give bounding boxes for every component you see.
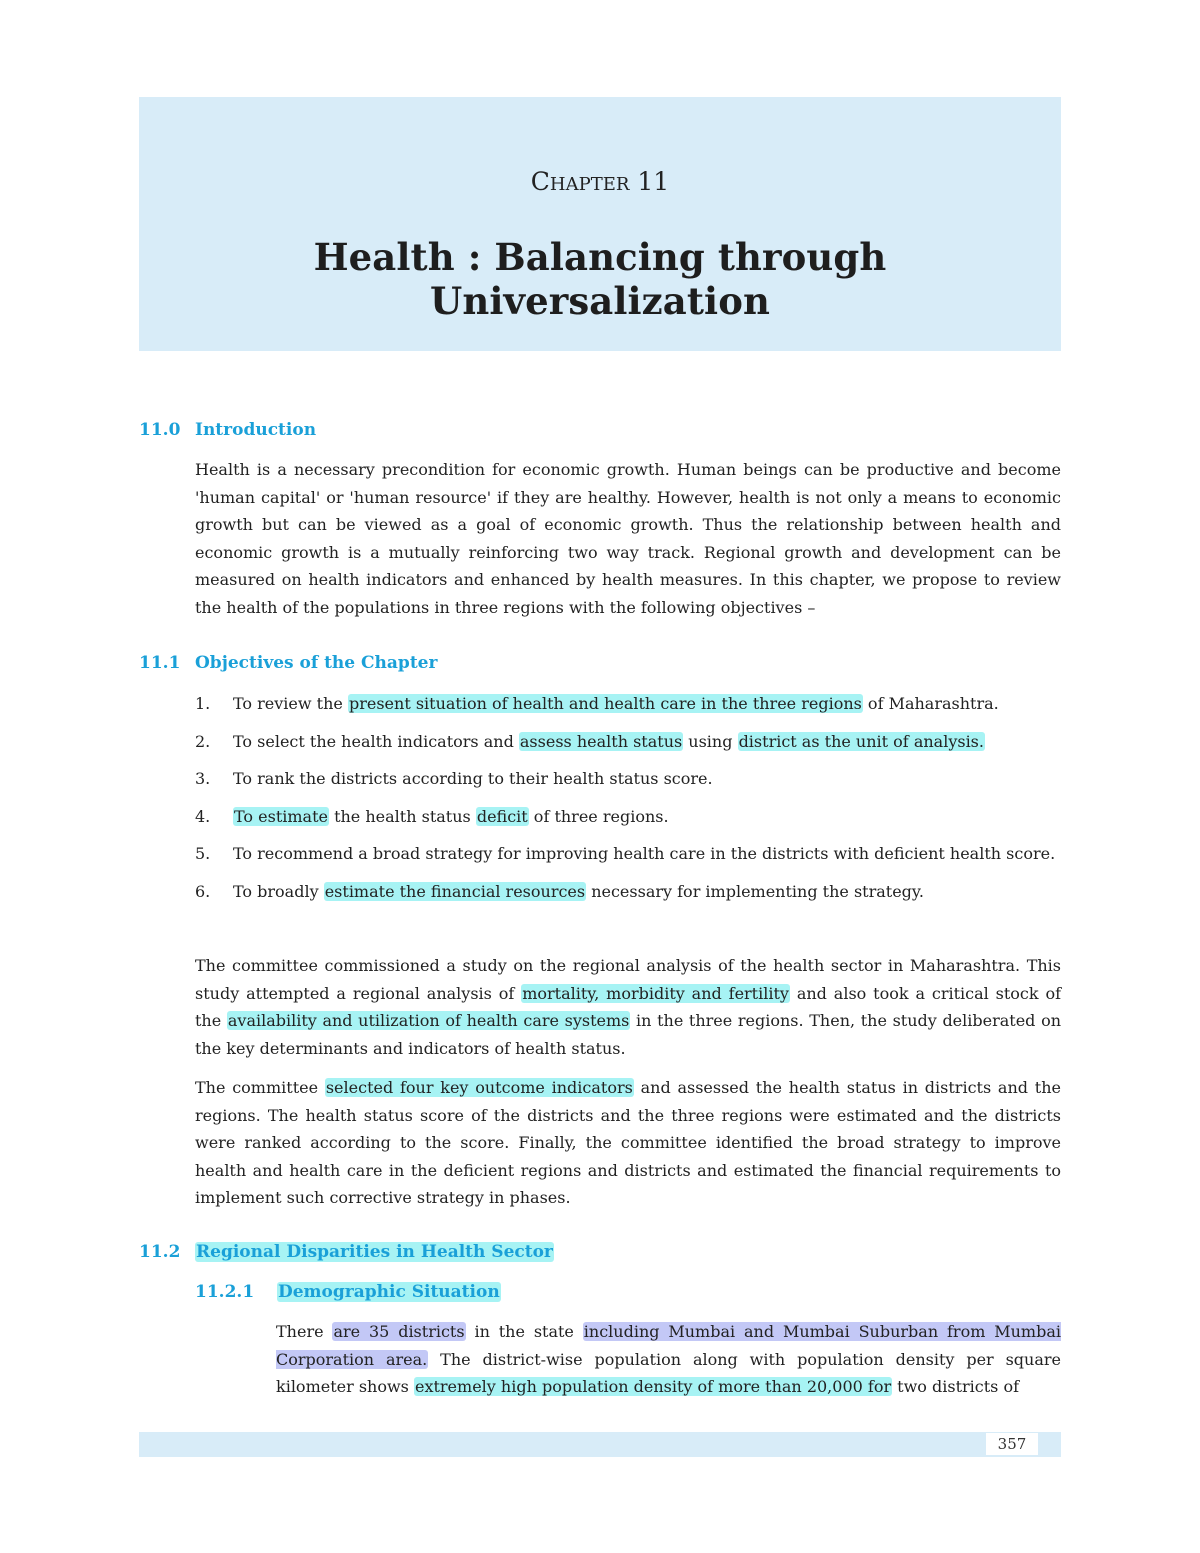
section-title: Regional Disparities in Health Sector [196,1242,553,1262]
highlight: are 35 districts [333,1322,465,1341]
page-number: 357 [986,1433,1038,1455]
study-paragraph: The committee commissioned a study on the regional analysis of the health sector in Maharashtra. This study attempted a regional analysis of mortality, morbidity and fertility and also took a critical stock of the availability and utilization of health care systems in the three regions. Then, the study deliberated on the key determinants and indicators of health status. [195,956,1062,1058]
list-item: 1. To review the present situation of health and health care in the three regions of Maharashtra. [195,694,999,713]
highlight: availability and utilization of health care systems [227,1011,630,1030]
highlight: estimate the financial resources [324,881,586,901]
section-heading-intro [139,420,316,440]
committee-paragraph: The committee selected four key outcome indicators and assessed the health status in districts and the regions. The health status score of the districts and the three regions were estimated and the districts were ranked according to the score. Finally, the committee identified the broad strategy to improve health and health care in the deficient regions and districts and estimated the financial requirements to implement such corrective strategy in phases. [195,1078,1061,1207]
section-heading-objectives [139,653,437,673]
footer-bar [139,1432,1061,1457]
intro-paragraph: Health is a necessary precondition for economic growth. Human beings can be productive and become 'human capital' or 'human resource' if they are healthy. However, health is not only a means to economic growth but can be viewed as a goal of economic growth. Thus the relationship between health and economic growth is a mutually reinforcing two way track. Regional growth and development can be measured on health indicators and enhanced by health measures. In this chapter, we propose to review the health of the populations in three regions with the following objectives – [195,460,1061,617]
highlight: selected four key outcome indicators [325,1078,633,1097]
highlight: mortality, morbidity and fertility [522,983,789,1003]
list-item: 2. To select the health indicators and assess health status using district as the unit of analysis. [195,731,984,751]
list-item: 5. To recommend a broad strategy for improving health care in the districts with deficient health score. [195,844,1056,863]
section-title: Introduction [195,420,317,440]
section-title: Demographic Situation [278,1282,500,1302]
section-number: 11.1 [139,653,181,673]
highlight: district as the unit of analysis. [738,731,984,751]
subsection-heading-demographic [195,1282,501,1302]
highlight: extremely high population density of more than 20,000 for [414,1377,892,1396]
section-heading-regional [139,1242,554,1262]
section-number: 11.2 [139,1242,181,1262]
chapter-banner [139,97,1061,351]
list-item: 6. To broadly estimate the financial resources necessary for implementing the strategy. [195,881,924,901]
section-number: 11.2.1 [195,1282,255,1302]
chapter-label: Chapter 11 [530,167,670,196]
highlight: present situation of health and health care in the three regions [348,694,862,713]
highlight: deficit [476,806,528,826]
demographic-paragraph: There are 35 districts in the state including Mumbai and Mumbai Suburban from Mumbai Corporation area. The district-wise population along with population density per square kilometer shows extremely high population density of more than 20,000 for two districts of [276,1322,1062,1396]
chapter-title: Health : Balancing through Universalization [313,235,887,323]
list-item: 3. To rank the districts according to their health status score. [195,769,713,788]
highlight: assess health status [519,731,683,751]
section-number: 11.0 [139,420,181,440]
section-title: Objectives of the Chapter [195,653,438,673]
highlight: including Mumbai and Mumbai Suburban from Mumbai Corporation area. [276,1322,1062,1369]
highlight: To estimate [234,806,328,826]
objectives-list [195,690,1061,905]
list-item: 4. To estimate the health status deficit of three regions. [195,806,669,826]
